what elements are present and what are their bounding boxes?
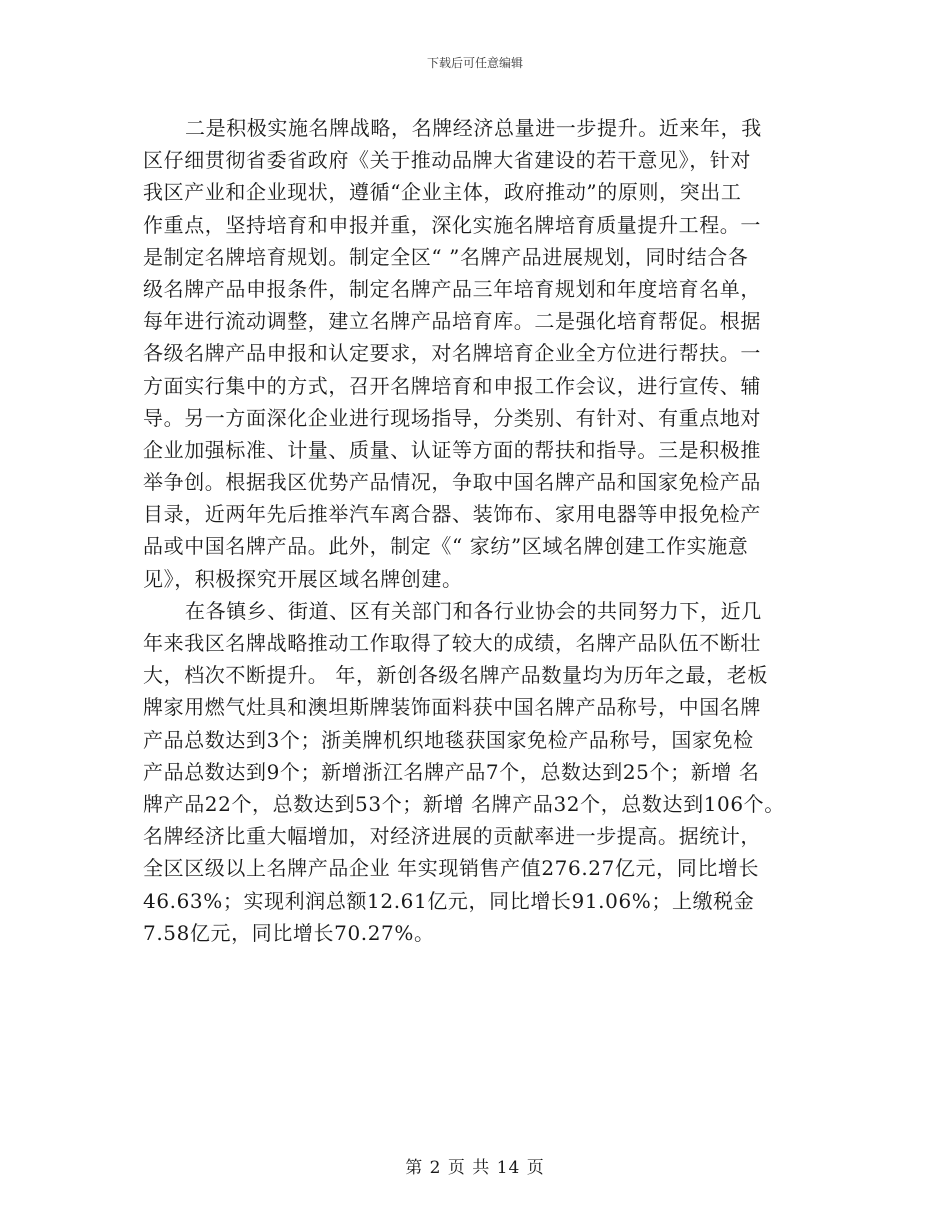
paragraph-1: [143, 112, 803, 595]
text-line: 46.63%；实现利润总额12.61亿元，同比增长91.06%；上缴税金: [143, 888, 755, 913]
text-line: 是制定名牌培育规划。制定全区“ ”名牌产品进展规划，同时结合各: [143, 244, 749, 269]
text-line: 在各镇乡、街道、区有关部门和各行业协会的共同努力下，近几: [185, 598, 762, 623]
text-line: 作重点，坚持培育和申报并重，深化实施名牌培育质量提升工程。一: [143, 212, 761, 237]
text-line: 7.58亿元，同比增长70.27%。: [143, 920, 435, 945]
page-footer: 第 2 页 共 14 页: [405, 1158, 545, 1178]
text-line: 产品总数达到3个；浙美牌机织地毯获国家免检产品称号，国家免检: [143, 727, 754, 752]
text-line: 名牌经济比重大幅增加，对经济进展的贡献率进一步提高。据统计，: [143, 824, 761, 849]
text-line: 产品总数达到9个；新增浙江名牌产品7个，总数达到25个；新增 名: [143, 759, 760, 784]
text-line: 方面实行集中的方式，召开名牌培育和申报工作会议，进行宣传、辅: [143, 373, 761, 398]
text-line: 企业加强标准、计量、质量、认证等方面的帮扶和指导。三是积极推: [143, 437, 761, 462]
text-line: 举争创。根据我区优势产品情况，争取中国名牌产品和国家免检产品: [143, 470, 761, 495]
text-line: 牌家用燃气灶具和澳坦斯牌装饰面料获中国名牌产品称号，中国名牌: [143, 695, 761, 720]
text-line: 品或中国名牌产品。此外，制定《“ 家纺”区域名牌创建工作实施意: [143, 534, 749, 559]
text-line: 全区区级以上名牌产品企业 年实现销售产值276.27亿元，同比增长: [143, 856, 760, 881]
paragraph-2: [143, 595, 803, 949]
text-line: 大，档次不断提升。 年，新创各级名牌产品数量均为历年之最，老板: [143, 663, 768, 688]
text-line: 导。另一方面深化企业进行现场指导，分类别、有针对、有重点地对: [143, 405, 761, 430]
text-line: 各级名牌产品申报和认定要求，对名牌培育企业全方位进行帮扶。一: [143, 341, 761, 366]
text-line: 区仔细贯彻省委省政府《关于推动品牌大省建设的若干意见》，针对: [143, 148, 751, 173]
text-line: 级名牌产品申报条件，制定名牌产品三年培育规划和年度培育名单，: [143, 276, 761, 301]
text-line: 目录，近两年先后推举汽车离合器、装饰布、家用电器等申报免检产: [143, 502, 761, 527]
text-line: 我区产业和企业现状，遵循“企业主体，政府推动”的原则，突出工: [143, 180, 742, 205]
text-line: 年来我区名牌战略推动工作取得了较大的成绩，名牌产品队伍不断壮: [143, 631, 761, 655]
text-line: 二是积极实施名牌战略，名牌经济总量进一步提升。近来年，我: [185, 116, 762, 140]
text-line: 每年进行流动调整，建立名牌产品培育库。二是强化培育帮促。根据: [143, 309, 761, 334]
page-header: 下载后可任意编辑: [426, 56, 523, 70]
text-line: 见》，积极探究开展区域名牌创建。: [143, 566, 463, 591]
text-line: 牌产品22个，总数达到53个；新增 名牌产品32个，总数达到106个。: [143, 791, 785, 816]
body-text: [143, 112, 803, 949]
